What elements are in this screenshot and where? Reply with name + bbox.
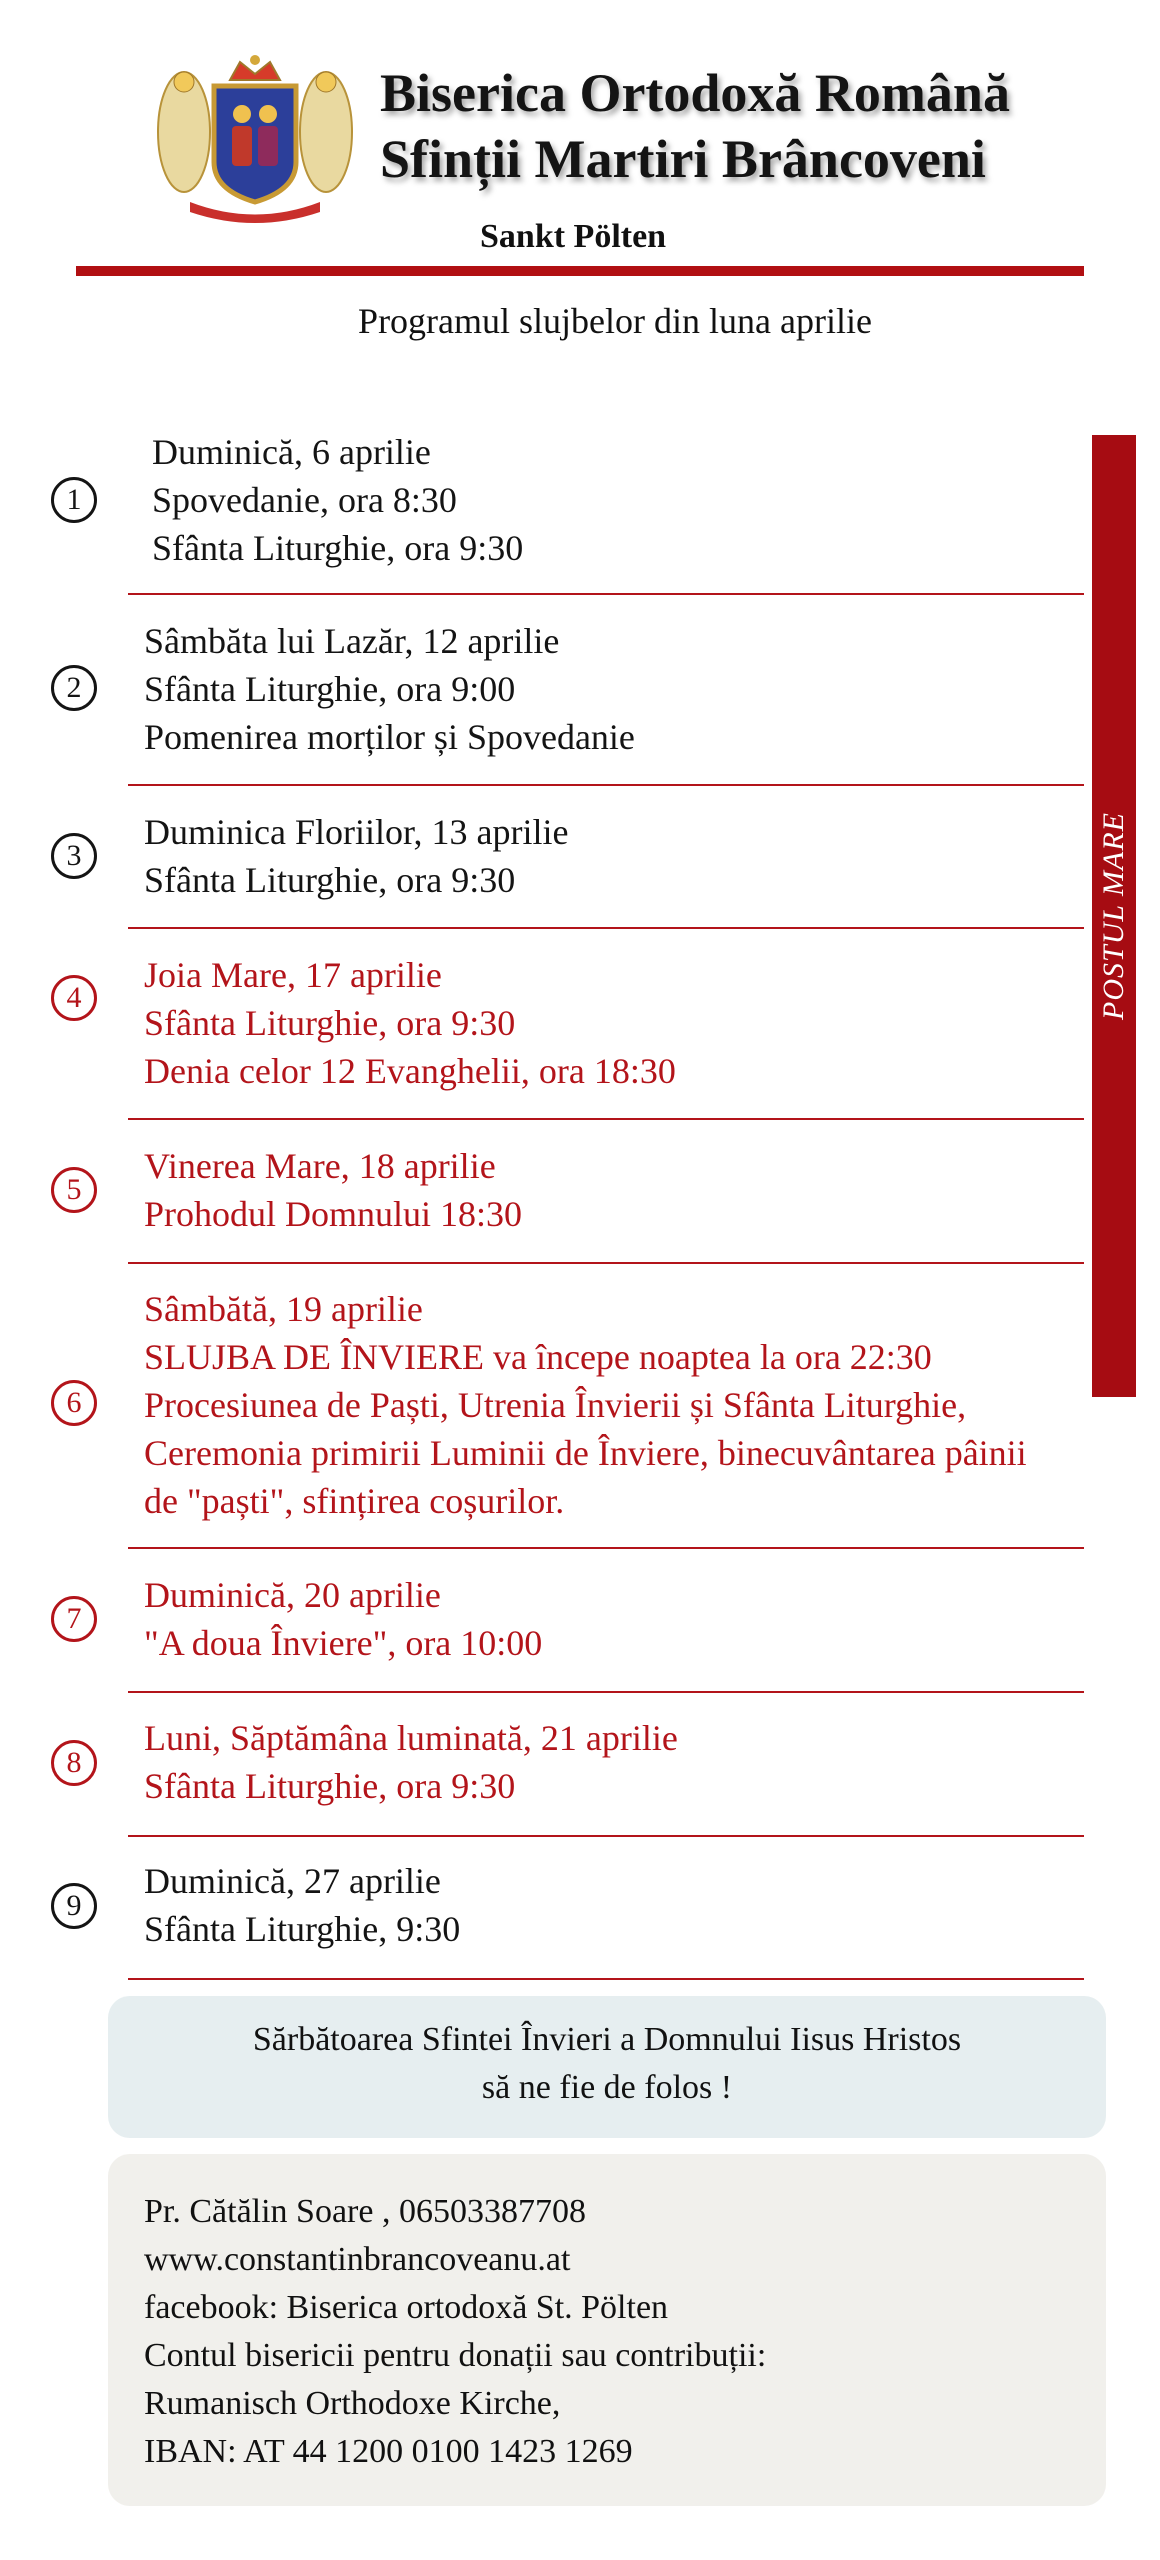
entry-number-6: 6 bbox=[51, 1380, 97, 1426]
entry-separator bbox=[128, 593, 1084, 595]
church-name-line1: Biserica Ortodoxă Română bbox=[380, 63, 1010, 123]
entry-1-line: Duminică, 6 aprilie bbox=[152, 432, 431, 472]
entry-1 bbox=[152, 428, 523, 572]
entry-6-line: Ceremonia primirii Luminii de Înviere, binecuvântarea pâinii bbox=[144, 1433, 1027, 1473]
entry-number-1: 1 bbox=[51, 477, 97, 523]
entry-separator bbox=[128, 1262, 1084, 1264]
lent-side-bar bbox=[1092, 435, 1136, 1397]
entry-5-line: Prohodul Domnului 18:30 bbox=[144, 1194, 523, 1234]
entry-6-line: Sâmbătă, 19 aprilie bbox=[144, 1289, 423, 1329]
entry-5-line: Vinerea Mare, 18 aprilie bbox=[144, 1146, 496, 1186]
entry-6-line: Procesiunea de Paști, Utrenia Învierii și Sfânta Liturghie, bbox=[144, 1385, 967, 1425]
entry-number-4: 4 bbox=[51, 975, 97, 1021]
header-divider bbox=[76, 266, 1084, 276]
greeting-line2: să ne fie de folos ! bbox=[481, 2069, 733, 2106]
contact-box bbox=[108, 2154, 1106, 2506]
entry-5 bbox=[144, 1142, 522, 1238]
entry-7-line: Duminică, 20 aprilie bbox=[144, 1575, 441, 1615]
entry-number-5: 5 bbox=[51, 1167, 97, 1213]
entry-9 bbox=[144, 1857, 460, 1953]
entry-4-line: Joia Mare, 17 aprilie bbox=[144, 955, 442, 995]
entry-number-3: 3 bbox=[51, 833, 97, 879]
entry-separator bbox=[128, 784, 1084, 786]
greeting-box bbox=[108, 1996, 1106, 2138]
entry-number-7: 7 bbox=[51, 1596, 97, 1642]
entry-8-line: Sfânta Liturghie, ora 9:30 bbox=[144, 1766, 516, 1806]
entry-separator bbox=[128, 1978, 1084, 1980]
greeting-line1: Sărbătoarea Sfintei Învieri a Domnului Iisus Hristos bbox=[252, 2021, 962, 2058]
entry-separator bbox=[128, 927, 1084, 929]
entry-1-line: Spovedanie, ora 8:30 bbox=[152, 480, 457, 520]
contact-account-name: Rumanisch Orthodoxe Kirche, bbox=[144, 2385, 561, 2422]
entry-4-line: Denia celor 12 Evanghelii, ora 18:30 bbox=[144, 1051, 676, 1091]
entry-6 bbox=[144, 1285, 1027, 1525]
entry-1-line: Sfânta Liturghie, ora 9:30 bbox=[152, 528, 524, 568]
church-name-line2: Sfinții Martiri Brâncoveni bbox=[380, 129, 986, 189]
entry-9-line: Sfânta Liturghie, 9:30 bbox=[144, 1909, 461, 1949]
entry-9-line: Duminică, 27 aprilie bbox=[144, 1861, 441, 1901]
entry-separator bbox=[128, 1547, 1084, 1549]
entry-2-line: Pomenirea morților și Spovedanie bbox=[144, 717, 635, 757]
entry-6-line: de "paști", sfințirea coșurilor. bbox=[144, 1481, 565, 1521]
entry-4-line: Sfânta Liturghie, ora 9:30 bbox=[144, 1003, 516, 1043]
contact-donations-label: Contul bisericii pentru donații sau contribuții: bbox=[144, 2337, 767, 2374]
church-emblem-icon bbox=[150, 52, 360, 227]
lent-side-label: POSTUL MARE bbox=[1097, 812, 1130, 1020]
contact-iban: IBAN: AT 44 1200 0100 1423 1269 bbox=[144, 2433, 633, 2470]
entry-2-line: Sfânta Liturghie, ora 9:00 bbox=[144, 669, 516, 709]
entry-2-line: Sâmbăta lui Lazăr, 12 aprilie bbox=[144, 621, 560, 661]
entry-number-8: 8 bbox=[51, 1740, 97, 1786]
entry-6-line: SLUJBA DE ÎNVIERE va începe noaptea la ora 22:30 bbox=[144, 1337, 932, 1377]
entry-7-line: "A doua Înviere", ora 10:00 bbox=[144, 1623, 543, 1663]
entry-separator bbox=[128, 1835, 1084, 1837]
entry-number-9: 9 bbox=[51, 1883, 97, 1929]
entry-3 bbox=[144, 808, 568, 904]
contact-priest: Pr. Cătălin Soare , 06503387708 bbox=[144, 2193, 586, 2230]
entry-8-line: Luni, Săptămâna luminată, 21 aprilie bbox=[144, 1718, 678, 1758]
page-subtitle: Programul slujbelor din luna aprilie bbox=[358, 301, 872, 341]
city-label: Sankt Pölten bbox=[480, 218, 667, 255]
entry-3-line: Duminica Floriilor, 13 aprilie bbox=[144, 812, 569, 852]
entry-separator bbox=[128, 1118, 1084, 1120]
entry-2 bbox=[144, 617, 635, 761]
entry-number-2: 2 bbox=[51, 665, 97, 711]
entry-8 bbox=[144, 1714, 678, 1810]
entry-4 bbox=[144, 951, 676, 1095]
contact-website-link[interactable]: www.constantinbrancoveanu.at bbox=[144, 2241, 571, 2278]
entry-separator bbox=[128, 1691, 1084, 1693]
entry-3-line: Sfânta Liturghie, ora 9:30 bbox=[144, 860, 516, 900]
entry-7 bbox=[144, 1571, 542, 1667]
contact-facebook: facebook: Biserica ortodoxă St. Pölten bbox=[144, 2289, 669, 2326]
